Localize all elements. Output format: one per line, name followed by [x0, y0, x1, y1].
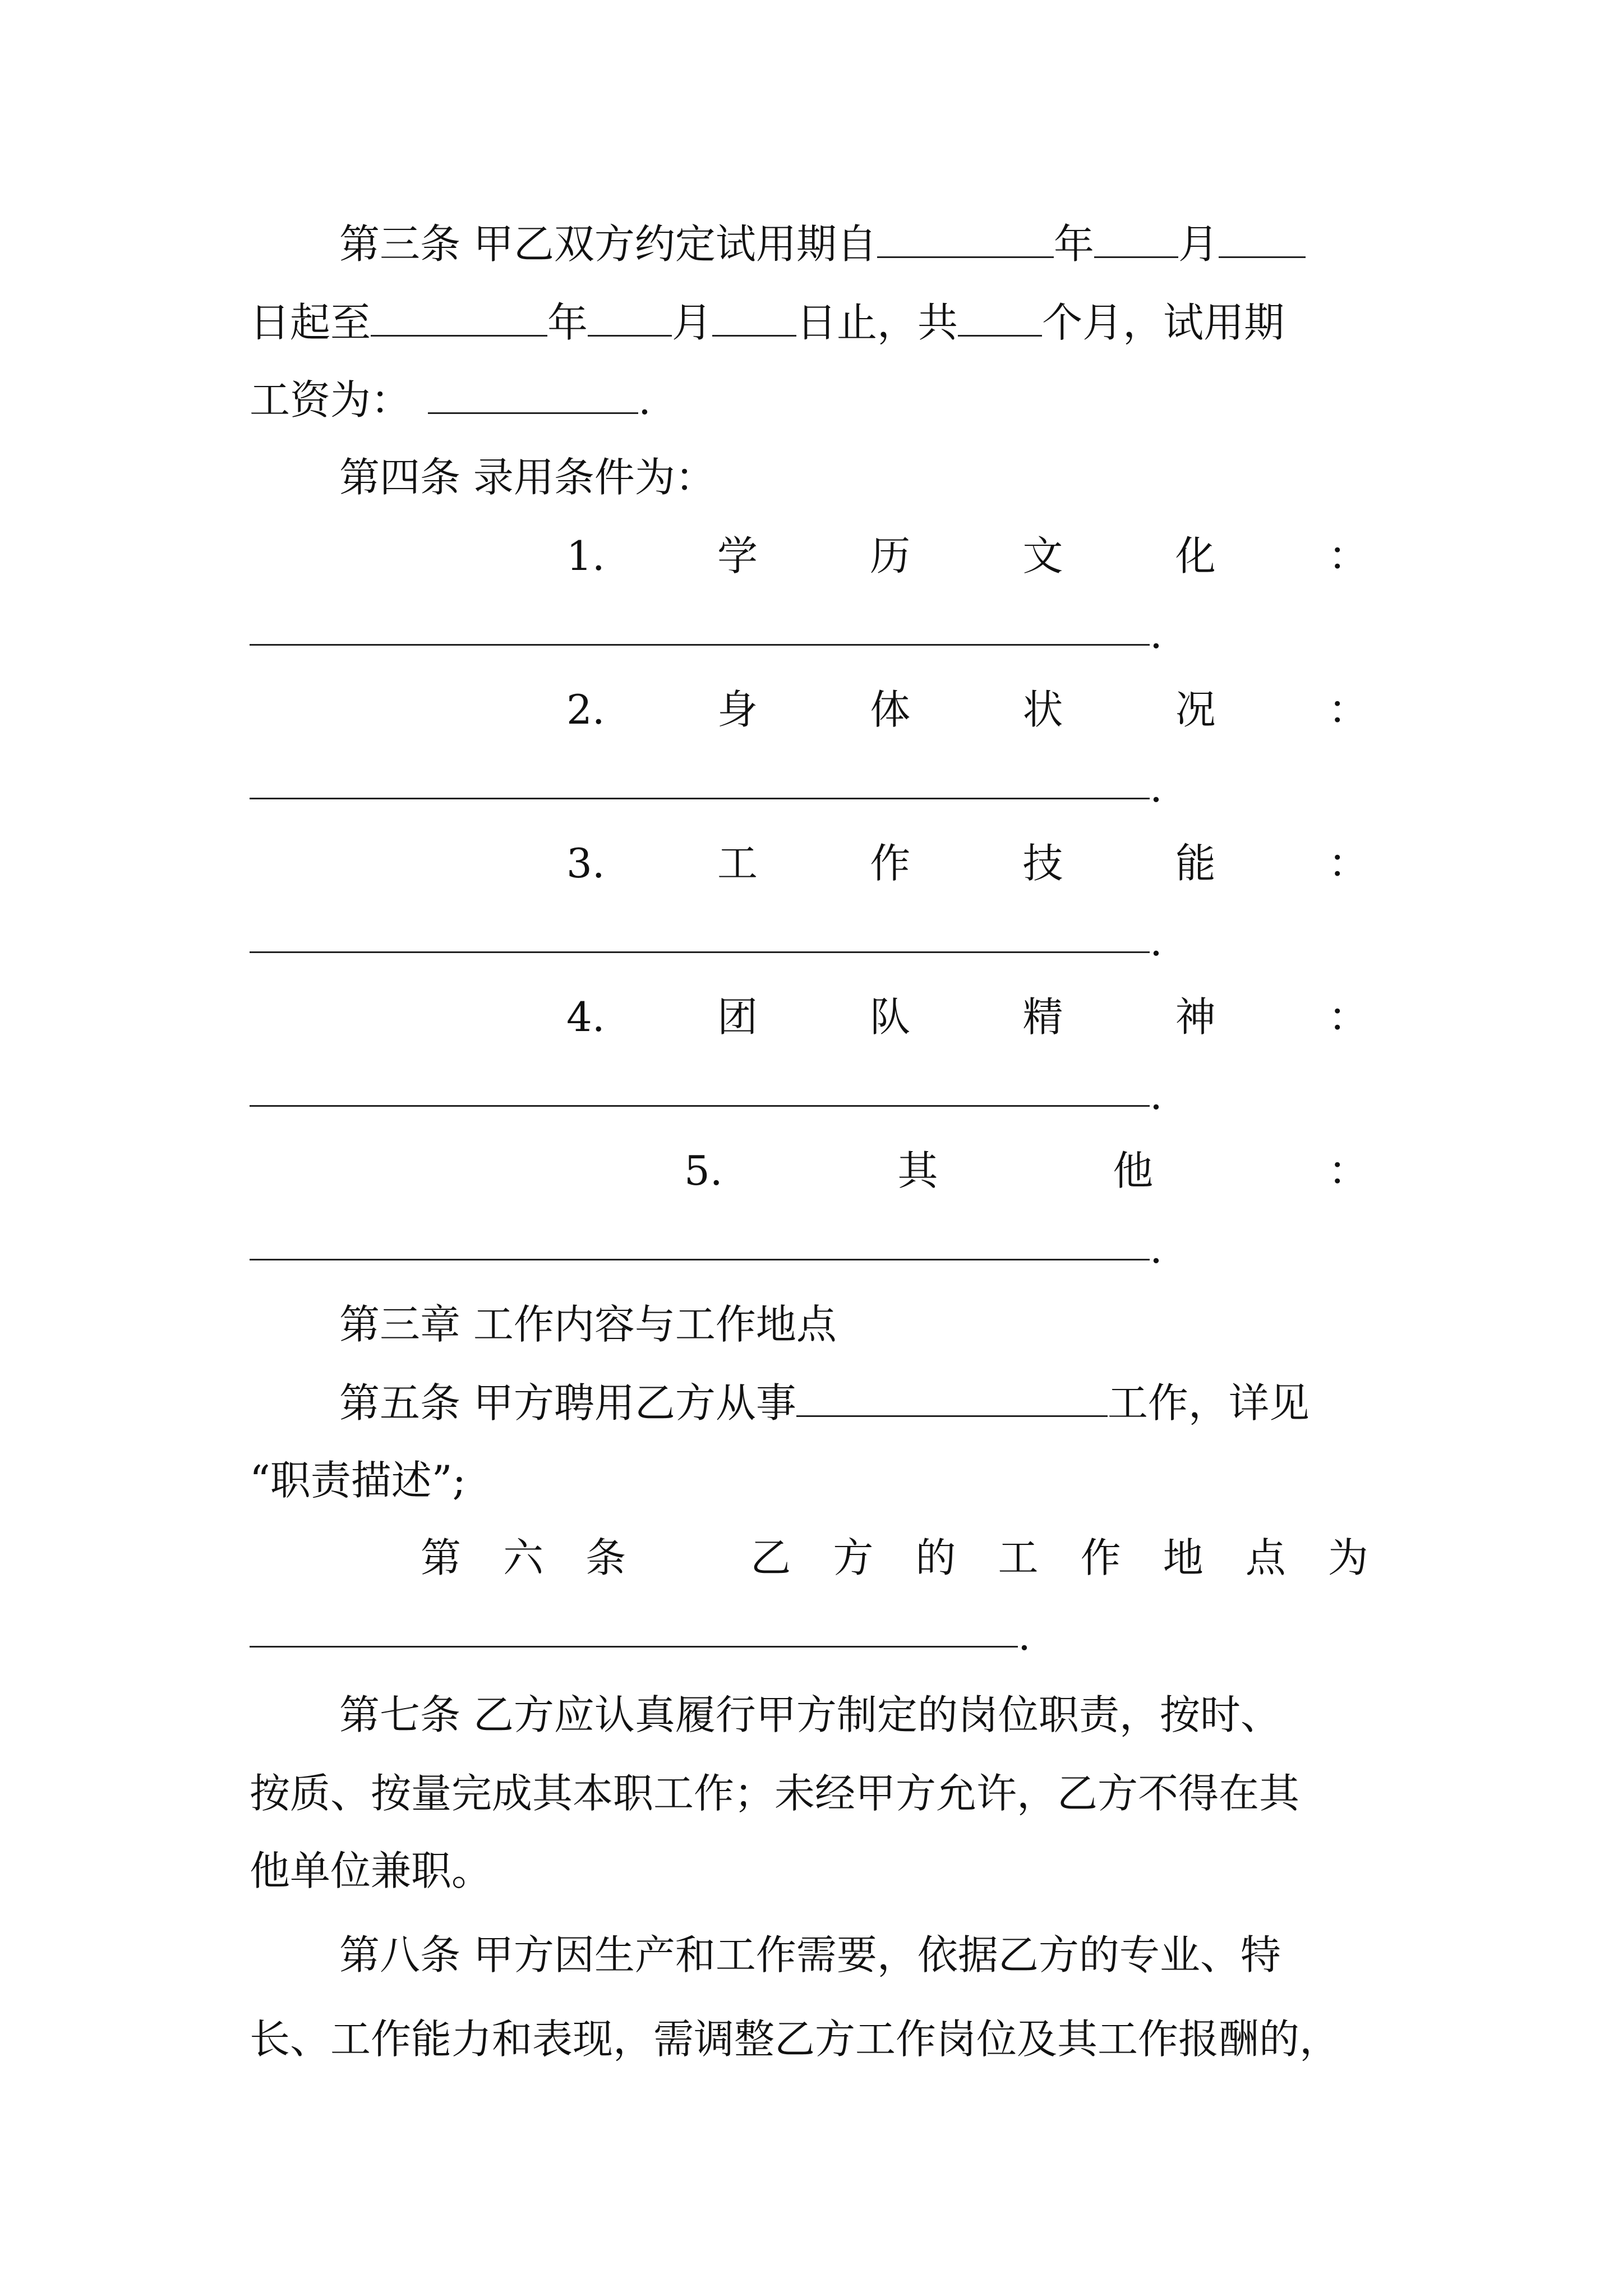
article7-line2: 按质、按量完成其本职工作；未经甲方允许，乙方不得在其 [250, 1770, 1300, 1817]
article6-char: 为 [1327, 1534, 1368, 1581]
item-char: 文 [1022, 532, 1063, 579]
article6-char: 六 [503, 1534, 544, 1581]
article6-char: 点 [1245, 1534, 1286, 1581]
article5-line2: “职责描述”; [250, 1457, 466, 1504]
article3-line3 [250, 375, 651, 425]
condition-item-4 [566, 992, 1368, 1042]
item-char: 体 [870, 686, 911, 733]
item-colon: ： [1327, 532, 1368, 579]
item-number: 1. [566, 532, 605, 579]
item-colon: ： [1327, 1147, 1368, 1194]
article6-char: 地 [1163, 1534, 1204, 1581]
article6-char: 工 [998, 1534, 1039, 1581]
blank-period: . [1150, 1225, 1163, 1272]
item-char: 队 [870, 993, 911, 1041]
day-end-total-label: 日止，共 [796, 299, 958, 346]
article6-line1 [421, 1533, 1368, 1583]
month-label: 月 [1178, 220, 1219, 268]
item-char: 神 [1175, 993, 1216, 1041]
trial-start-day-blank[interactable] [1219, 220, 1306, 258]
item-number: 4. [566, 993, 605, 1041]
item-char: 其 [897, 1147, 938, 1194]
item-colon: ： [1327, 993, 1368, 1041]
article6-char: 作 [1080, 1534, 1121, 1581]
article7-line1: 第七条 乙方应认真履行甲方制定的岗位职责，按时、 [339, 1691, 1281, 1738]
chapter3-title: 第三章 工作内容与工作地点 [339, 1301, 837, 1348]
teamwork-blank[interactable] [250, 1105, 1150, 1107]
day-from-to-label: 日起至 [250, 299, 371, 346]
blank-period: . [1150, 1071, 1163, 1119]
condition-item-3 [566, 838, 1368, 889]
article8-line1: 第八条 甲方因生产和工作需要，依据乙方的专业、特 [339, 1931, 1281, 1978]
item-char: 团 [717, 993, 758, 1041]
blank-period: . [1018, 1612, 1031, 1659]
item-char: 历 [870, 532, 911, 579]
article6-char: 乙 [750, 1534, 791, 1581]
year-label: 年 [547, 299, 588, 346]
item-number: 5. [684, 1147, 723, 1194]
item-char: 他 [1113, 1147, 1154, 1194]
work-location-blank[interactable] [250, 1646, 1018, 1648]
item-char: 化 [1175, 532, 1216, 579]
blank-period: . [1150, 918, 1163, 965]
job-title-blank[interactable] [796, 1379, 1108, 1417]
article6-char: 第 [421, 1534, 462, 1581]
education-blank[interactable] [250, 644, 1150, 646]
article5-tail: 工作，详见 [1107, 1379, 1310, 1427]
trial-months-blank[interactable] [958, 299, 1042, 337]
article3-lead: 第三条 甲乙双方约定试用期自 [339, 220, 877, 268]
trial-end-day-blank[interactable] [712, 299, 796, 337]
article6-char: 方 [833, 1534, 874, 1581]
wage-period: . [638, 376, 651, 424]
other-blank[interactable] [250, 1259, 1150, 1260]
trial-end-month-blank[interactable] [588, 299, 672, 337]
year-label: 年 [1053, 220, 1094, 268]
month-label: 月 [672, 299, 713, 346]
blank-period: . [1150, 610, 1163, 657]
item-char: 况 [1175, 686, 1216, 733]
article3-line2 [250, 297, 1284, 348]
article8-line2: 长、工作能力和表现，需调整乙方工作岗位及其工作报酬的， [250, 2016, 1340, 2063]
article6-char: 条 [585, 1534, 626, 1581]
item-char: 状 [1022, 686, 1063, 733]
article6-gap [668, 1533, 708, 1583]
trial-wage-blank[interactable] [428, 376, 638, 414]
article5-lead: 第五条 甲方聘用乙方从事 [339, 1379, 796, 1427]
article7-line3: 他单位兼职。 [250, 1847, 492, 1894]
item-char: 工 [717, 840, 758, 887]
article6-char: 的 [915, 1534, 956, 1581]
condition-item-5 [684, 1145, 1368, 1196]
article5-line1 [339, 1378, 1310, 1428]
item-number: 3. [566, 840, 605, 887]
item-char: 技 [1022, 840, 1063, 887]
condition-item-2 [566, 684, 1368, 735]
condition-item-1 [566, 531, 1368, 581]
article3-line1 [339, 219, 1306, 269]
item-colon: ： [1327, 840, 1368, 887]
trial-start-year-blank[interactable] [877, 220, 1054, 258]
blank-period: . [1150, 764, 1163, 811]
trial-end-year-blank[interactable] [371, 299, 547, 337]
article4-title: 第四条 录用条件为： [339, 454, 716, 501]
item-char: 学 [717, 532, 758, 579]
item-char: 身 [717, 686, 758, 733]
item-char: 作 [870, 840, 911, 887]
item-char: 能 [1175, 840, 1216, 887]
months-trial-label: 个月，试用期 [1042, 299, 1285, 346]
wage-label: 工资为： [250, 376, 412, 424]
item-number: 2. [566, 686, 605, 733]
health-blank[interactable] [250, 798, 1150, 799]
skills-blank[interactable] [250, 951, 1150, 953]
item-colon: ： [1327, 686, 1368, 733]
trial-start-month-blank[interactable] [1094, 220, 1178, 258]
item-char: 精 [1022, 993, 1063, 1041]
